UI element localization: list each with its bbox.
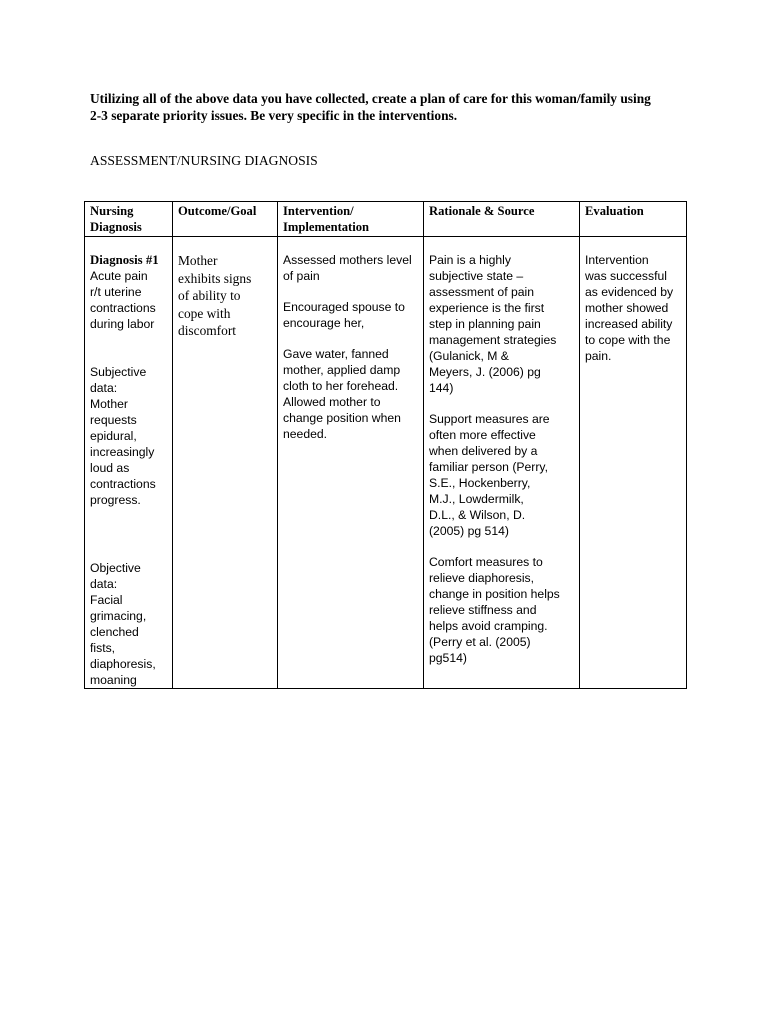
intervention-paragraph (283, 299, 418, 331)
text-line: progress. (90, 493, 141, 507)
text-line: (Gulanick, M & (429, 349, 509, 363)
text-line: fists, (90, 641, 116, 655)
rationale-paragraph (429, 554, 574, 666)
text-line: contractions (90, 301, 156, 315)
header-evaluation (580, 202, 687, 237)
text-line: Mother (90, 397, 128, 411)
cell-evaluation (580, 237, 687, 689)
text-line: of ability to (178, 288, 241, 303)
text-line: mother, applied damp (283, 363, 401, 377)
text-line: relieve stiffness and (429, 603, 537, 617)
text-line: (Perry et al. (2005) (429, 635, 531, 649)
text-line: needed. (283, 427, 328, 441)
text-line: mother showed (585, 301, 669, 315)
objective-data (90, 560, 167, 688)
text-line: exhibits signs (178, 270, 252, 286)
header-line: Nursing (90, 204, 134, 218)
header-line: Outcome/Goal (178, 204, 257, 218)
text-line: cope with (178, 305, 231, 321)
text-line: Gave water, fanned (283, 347, 389, 361)
text-line: loud as (90, 461, 130, 475)
instructions-line: 2-3 separate priority issues. Be very specific in the interventions. (90, 108, 458, 123)
text-line: subjective state – (429, 269, 524, 283)
rationale-paragraph (429, 252, 574, 396)
text-line: r/t uterine (90, 285, 142, 299)
cell-rationale (424, 237, 580, 689)
section-heading: ASSESSMENT/NURSING DIAGNOSIS (90, 153, 318, 168)
text-line: moaning (90, 673, 137, 687)
text-line: change position when (283, 411, 401, 425)
text-line: pg514) (429, 651, 467, 665)
rationale-text (429, 252, 574, 666)
text-line: data: (90, 577, 118, 591)
text-line: Support measures are (429, 412, 550, 426)
evaluation-text (585, 252, 681, 364)
header-line: Implementation (283, 220, 370, 234)
text-line: change in position helps (429, 587, 560, 601)
text-line: S.E., Hockenberry, (429, 476, 531, 490)
intervention-text (283, 252, 418, 442)
header-outcome-goal (173, 202, 278, 237)
diagnosis-text (90, 268, 167, 332)
text-line: clenched (90, 625, 139, 639)
text-line: D.L., & Wilson, D. (429, 508, 526, 522)
care-plan-table (84, 201, 687, 689)
header-line: Rationale & Source (429, 204, 535, 218)
text-line: Allowed mother to (283, 395, 381, 409)
header-line: Evaluation (585, 204, 644, 218)
text-line: Intervention (585, 253, 649, 267)
outcome-text (178, 252, 272, 340)
text-line: to cope with the (585, 333, 671, 347)
text-line: requests (90, 413, 137, 427)
text-line: often more effective (429, 428, 536, 442)
text-line: data: (90, 381, 118, 395)
cell-nursing-diagnosis (85, 237, 173, 689)
text-line: 144) (429, 381, 454, 395)
cell-outcome-goal (173, 237, 278, 689)
header-intervention (278, 202, 424, 237)
diagnosis-label: Diagnosis #1 (90, 253, 159, 267)
text-line: when delivered by a (429, 444, 538, 458)
header-nursing-diagnosis (85, 202, 173, 237)
text-line: increased ability (585, 317, 673, 331)
text-line: as evidenced by (585, 285, 674, 299)
instructions-line: Utilizing all of the above data you have collected, create a plan of care for this woman/family using (90, 91, 651, 106)
cell-intervention (278, 237, 424, 689)
table-header-row (85, 202, 687, 237)
text-line: Subjective (90, 365, 147, 379)
text-line: (2005) pg 514) (429, 524, 509, 538)
text-line: familiar person (Perry, (429, 460, 548, 474)
text-line: pain. (585, 349, 612, 363)
text-line: assessment of pain (429, 285, 535, 299)
text-line: step in planning pain (429, 317, 541, 331)
text-line: Meyers, J. (2006) pg (429, 365, 541, 379)
text-line: experience is the first (429, 301, 545, 315)
intervention-paragraph (283, 346, 418, 442)
text-line: increasingly (90, 445, 155, 459)
text-line: Comfort measures to (429, 555, 543, 569)
text-line: of pain (283, 269, 320, 283)
text-line: Encouraged spouse to (283, 300, 405, 314)
subjective-data (90, 364, 167, 508)
text-line: M.J., Lowdermilk, (429, 492, 524, 506)
text-line: Acute pain (90, 269, 148, 283)
text-line: Pain is a highly (429, 253, 511, 267)
table-row (85, 237, 687, 689)
text-line: diaphoresis, (90, 657, 156, 671)
intervention-paragraph (283, 252, 418, 284)
text-line: during labor (90, 317, 155, 331)
text-line: cloth to her forehead. (283, 379, 399, 393)
text-line: Mother (178, 253, 218, 268)
text-line: contractions (90, 477, 156, 491)
text-line: relieve diaphoresis, (429, 571, 535, 585)
text-line: helps avoid cramping. (429, 619, 548, 633)
header-rationale (424, 202, 580, 237)
text-line: Assessed mothers level (283, 253, 412, 267)
text-line: discomfort (178, 323, 237, 338)
rationale-paragraph (429, 411, 574, 539)
header-line: Intervention/ (283, 204, 354, 218)
header-line: Diagnosis (90, 220, 142, 234)
text-line: epidural, (90, 429, 137, 443)
text-line: encourage her, (283, 316, 365, 330)
instructions (90, 90, 690, 124)
text-line: Objective (90, 561, 141, 575)
text-line: Facial (90, 593, 123, 607)
text-line: management strategies (429, 333, 557, 347)
text-line: grimacing, (90, 609, 147, 623)
text-line: was successful (585, 269, 667, 283)
